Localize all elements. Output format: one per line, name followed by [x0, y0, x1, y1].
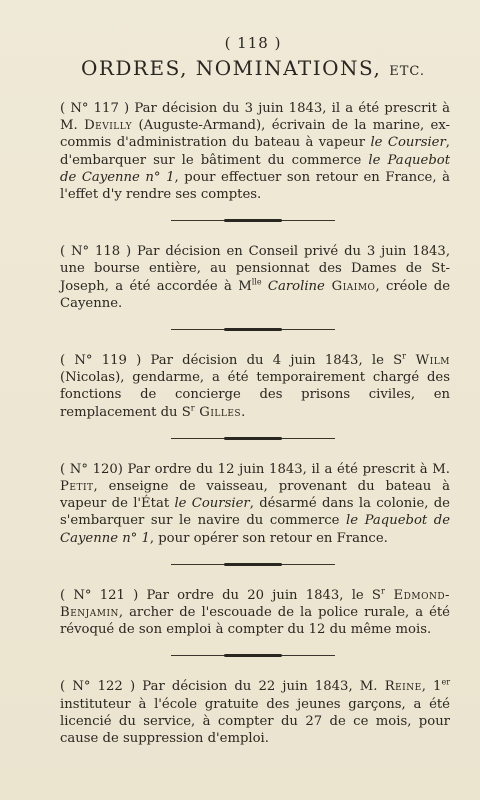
entry-number: ( N° 119 ) — [60, 353, 142, 369]
entry-117: ( N° 117 ) Par décision du 3 juin 1843, il a été prescrit à M. Devilly (Auguste-Armand), écrivain de la marine, ex-commis d'administration du bateau à vapeur le Coursier, d'embarquer sur le bâtiment du commerce le Paquebot de Cayenne n° 1, pour effectuer son retour en France, à l'effet d'y rendre ses comptes. — [60, 101, 451, 203]
section-divider — [56, 434, 450, 444]
entry-number: ( N° 120) — [60, 461, 123, 477]
entry-number: ( N° 121 ) — [60, 587, 139, 603]
ship-name: le Paquebot de Cayenne n° 1 — [60, 152, 451, 185]
person-name: Gilles — [194, 404, 242, 420]
person-name: Petit — [60, 479, 94, 495]
section-divider — [56, 325, 450, 335]
title-etc: ETC. — [389, 64, 426, 79]
section-divider — [56, 560, 450, 570]
page-number: ( 118 ) — [224, 34, 282, 52]
ship-name: le Paquebot de Cayenne n° 1 — [60, 513, 450, 546]
section-divider — [56, 216, 450, 226]
person-name: Reine — [384, 679, 422, 695]
entry-number: ( N° 122 ) — [60, 679, 136, 695]
title-main: ORDRES, NOMINATIONS, — [80, 56, 382, 80]
entry-122: ( N° 122 ) Par décision du 22 juin 1843, M. Reine, 1er instituteur à l'école gratuite des jeunes garçons, a été licencié du service, à compter du 27 de ce mois, pour cause de suppression d'emploi. — [60, 678, 451, 747]
page-title — [56, 56, 450, 80]
entry-number: ( N° 118 ) — [60, 244, 132, 260]
entry-number: ( N° 117 ) — [60, 101, 130, 116]
entry-119: ( N° 119 ) Par décision du 4 juin 1843, le $S^r$ Wilm (Nicolas), gendarme, a été temporairement chargé des fonctions de concierge des prisons civiles, en remplacement du $S^r$ Gilles. — [60, 351, 450, 420]
entry-121: ( N° 121 ) Par ordre du 20 juin 1843, le $S^r$ Edmond-Benjamin, archer de l'escouade de la police rurale, a été révoqué de son emploi à compter du 12 du même mois. — [60, 586, 450, 638]
person-name: Devilly — [84, 118, 133, 134]
ship-name: le Coursier — [174, 496, 250, 512]
person-first-name: Caroline — [261, 278, 325, 294]
person-name: Wilm — [405, 353, 450, 369]
section-divider — [56, 651, 450, 661]
person-name: Giaimo — [324, 278, 376, 294]
entry-120: ( N° 120) Par ordre du 12 juin 1843, il a été prescrit à M. Petit, enseigne de vaisseau, provenant du bateau à vapeur de l'État le Coursier, désarmé dans la colonie, de s'embarquer sur le navire du commerce le Paquebot de Cayenne n° 1, pour opérer son retour en France. — [60, 461, 451, 546]
entry-118: ( N° 118 ) Par décision en Conseil privé du 3 juin 1843, une bourse entière, au pensionnat des Dames de St-Joseph, a été accordée à $M^{lle}$ Caroline Giaimo, créole de Cayenne. — [60, 244, 451, 311]
ship-name: le Coursier — [370, 135, 446, 151]
person-name: Edmond-Benjamin — [60, 587, 450, 621]
